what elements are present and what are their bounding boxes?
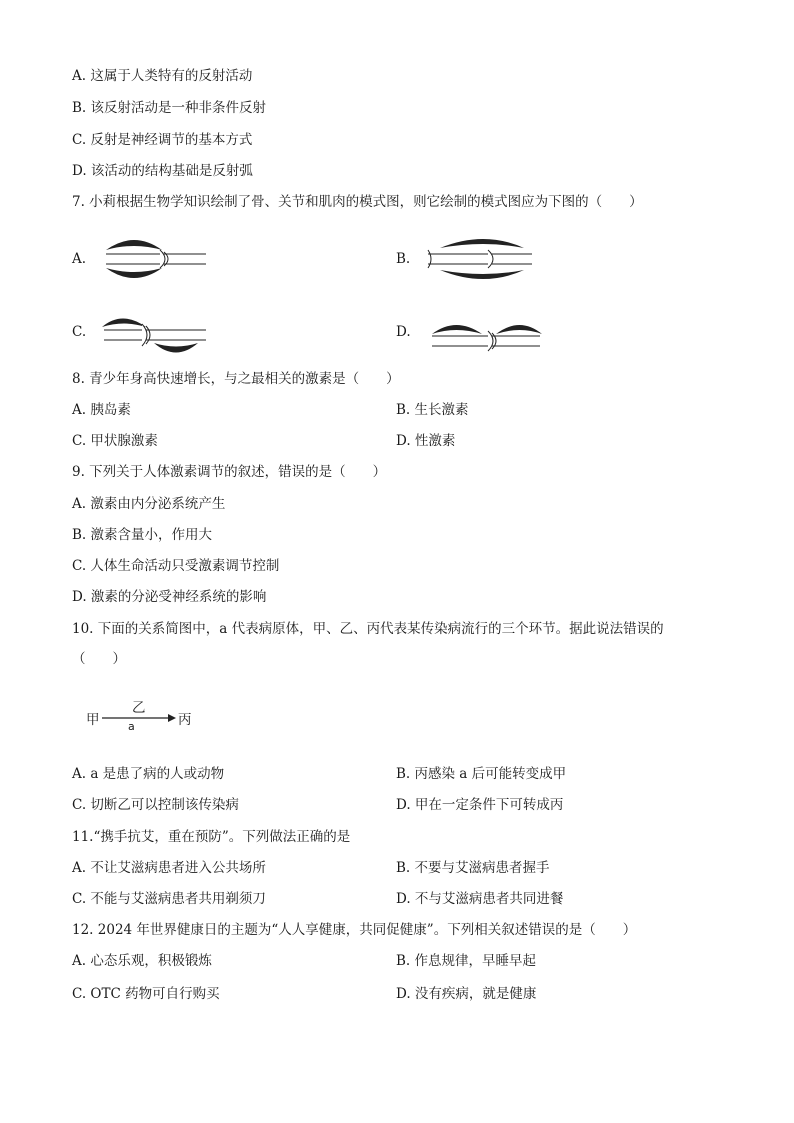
q11-option-a: A. 不让艾滋病患者进入公共场所 <box>72 860 266 876</box>
diagram-label-a: a <box>128 720 135 733</box>
q8-option-c: C. 甲状腺激素 <box>72 433 158 449</box>
q6-option-a: A. 这属于人类特有的反射活动 <box>72 68 253 84</box>
q11-option-d: D. 不与艾滋病患者共同进餐 <box>396 891 564 907</box>
q8-option-b: B. 生长激素 <box>396 402 469 418</box>
q11-stem: 11.“携手抗艾，重在预防”。下列做法正确的是 <box>72 829 351 845</box>
q9-option-b: B. 激素含量小，作用大 <box>72 527 213 543</box>
q9-stem: 9. 下列关于人体激素调节的叙述，错误的是（ ） <box>72 464 387 480</box>
q6-option-c: C. 反射是神经调节的基本方式 <box>72 132 253 148</box>
q7-figure-b <box>422 236 536 282</box>
q7-stem: 7. 小莉根据生物学知识绘制了骨、关节和肌肉的模式图，则它绘制的模式图应为下图的（ ） <box>72 194 643 210</box>
q7-figure-a <box>100 236 210 282</box>
q10-stem-line2: （ ） <box>72 651 126 667</box>
q10-option-a: A. a 是患了病的人或动物 <box>72 766 225 782</box>
q7-label-b: B. <box>396 251 411 267</box>
diagram-node-jia: 甲 <box>86 712 100 728</box>
q7-figure-c <box>98 310 210 358</box>
q10-option-c: C. 切断乙可以控制该传染病 <box>72 797 239 813</box>
q7-figure-d <box>428 316 544 358</box>
q12-option-b: B. 作息规律，早睡早起 <box>396 953 537 969</box>
q10-relationship-diagram <box>86 696 206 736</box>
q7-label-a: A. <box>72 251 87 267</box>
q8-option-a: A. 胰岛素 <box>72 402 131 418</box>
q11-option-c: C. 不能与艾滋病患者共用剃须刀 <box>72 891 266 907</box>
q11-option-b: B. 不要与艾滋病患者握手 <box>396 860 550 876</box>
q12-option-c: C. OTC 药物可自行购买 <box>72 986 220 1002</box>
arrow-right-icon <box>102 713 176 723</box>
q9-option-c: C. 人体生命活动只受激素调节控制 <box>72 558 280 574</box>
diagram-label-yi: 乙 <box>132 700 146 716</box>
q12-option-a: A. 心态乐观，积极锻炼 <box>72 953 212 969</box>
q6-option-d: D. 该活动的结构基础是反射弧 <box>72 163 253 179</box>
diagram-node-bing: 丙 <box>178 712 192 728</box>
q12-stem: 12. 2024 年世界健康日的主题为“人人享健康，共同促健康”。下列相关叙述错误的是（ ） <box>72 922 637 938</box>
q9-option-a: A. 激素由内分泌系统产生 <box>72 496 226 512</box>
q10-stem-line1: 10. 下面的关系简图中，a 代表病原体，甲、乙、丙代表某传染病流行的三个环节。据此说法错误的 <box>72 621 664 637</box>
q10-option-d: D. 甲在一定条件下可转成丙 <box>396 797 564 813</box>
q12-option-d: D. 没有疾病，就是健康 <box>396 986 537 1002</box>
q7-label-d: D. <box>396 324 411 340</box>
q8-stem: 8. 青少年身高快速增长，与之最相关的激素是（ ） <box>72 371 400 387</box>
q7-label-c: C. <box>72 324 87 340</box>
q9-option-d: D. 激素的分泌受神经系统的影响 <box>72 589 267 605</box>
q10-option-b: B. 丙感染 a 后可能转变成甲 <box>396 766 567 782</box>
q8-option-d: D. 性激素 <box>396 433 456 449</box>
q6-option-b: B. 该反射活动是一种非条件反射 <box>72 100 267 116</box>
